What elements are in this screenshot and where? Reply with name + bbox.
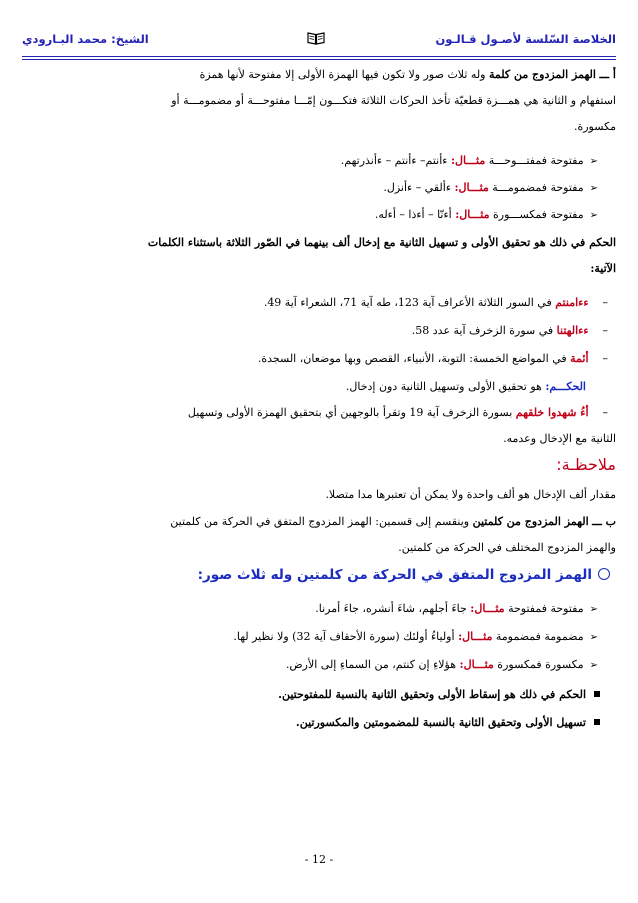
exception-item: –أئمة في المواضع الخمسة: التوبة، الأنبياء، القصص وبها موضعان، السجدة. bbox=[257, 352, 608, 365]
arrow-bullet-icon: ➢ bbox=[589, 183, 598, 194]
arrow-bullet-icon: ➢ bbox=[589, 604, 598, 615]
arrow-bullet-icon: ➢ bbox=[589, 156, 598, 167]
header-author: الشيخ: محمد البـارودي bbox=[22, 32, 149, 46]
example-item: ➢مفتوحة فمكســـورة مثـــال: أءنّا – أءذا – أءله. bbox=[374, 208, 598, 221]
example-item: ➢مضمومة فمضمومة مثـــال: أولياءُ أولئك (سورة الأحقاف آية 32) ولا نظير لها. bbox=[233, 630, 598, 643]
arrow-bullet-icon: ➢ bbox=[589, 632, 598, 643]
section-b-heading: الهمز المزدوج من كلمتين bbox=[472, 515, 589, 528]
page-number: - 12 - bbox=[304, 853, 334, 866]
note-title: ملاحظـة: bbox=[556, 455, 616, 474]
hukm-line: الحكـــم: هو تحقيق الأولى وتسهيل الثانية دون إدخال. bbox=[345, 380, 586, 393]
page-header bbox=[22, 30, 616, 52]
square-bullet-icon bbox=[594, 719, 600, 725]
section-a-line2: استفهام و الثانية هي همـــزة قطعيّة تأخذ الحركات الثلاثة فتكـــون إمّـــا مفتوحـــة أو مضمومـــة أو bbox=[171, 94, 616, 107]
exception-item: –ءءامنتم في السور الثلاثة الأعراف آية 123، طه آية 71، الشعراء آية 49. bbox=[263, 296, 608, 309]
header-divider bbox=[22, 56, 616, 57]
section-b-line2: والهمز المزدوج المختلف في الحركة من كلمتين. bbox=[398, 541, 616, 554]
section-a-heading: الهمز المزدوج من كلمة bbox=[488, 68, 596, 81]
hukm-label: الحكـــم: bbox=[545, 380, 586, 393]
example-item: ➢مفتوحة فمفتـــوحـــة مثـــال: ءأنتم– ءأنتم – ءأنذرتهم. bbox=[340, 154, 598, 167]
section-a-line1 bbox=[200, 68, 616, 82]
example-item: ➢مكسورة فمكسورة مثـــال: هؤلاءِ إن كنتم، من السماءِ إلى الأرض. bbox=[285, 658, 598, 671]
example-item: ➢مفتوحة فمضمومـــة مثـــال: ءألقي – ءأنزل. bbox=[383, 181, 598, 194]
section-a-text: وله ثلاث صور ولا تكون فيها الهمزة الأولى إلا مفتوحة لأنها همزة bbox=[199, 68, 489, 81]
section-b-line1: ب ـــ الهمز المزدوج من كلمتين وينقسم إلى قسمين: الهمز المزدوج المتفق في الحركة من كلمتين bbox=[170, 515, 616, 528]
header-divider-thin bbox=[22, 59, 616, 60]
witness-line: –أءُ شهدوا خلقهم بسورة الزخرف آية 19 وتقرأ بالوجهين أي بتحقيق الهمزة الأولى وتسهيل bbox=[187, 406, 608, 419]
circle-bullet-icon bbox=[598, 568, 610, 580]
ruling-item: الحكم في ذلك هو إسقاط الأولى وتحقيق الثانية بالنسبة للمفتوحتين. bbox=[278, 688, 600, 702]
square-bullet-icon bbox=[594, 691, 600, 697]
section-a-label: أ ـــ bbox=[599, 68, 616, 81]
section-b-label: ب ـــ bbox=[592, 515, 616, 528]
section-a-line3: مكسورة. bbox=[573, 120, 616, 133]
ruling-item: تسهيل الأولى وتحقيق الثانية بالنسبة للمضمومتين والمكسورتين. bbox=[296, 716, 600, 730]
arrow-bullet-icon: ➢ bbox=[589, 210, 598, 221]
sub-heading: الهمز المزدوج المتفق في الحركة من كلمتين وله ثلاث صور: bbox=[198, 568, 610, 583]
witness-line2: الثانية مع الإدخال وعدمه. bbox=[503, 432, 616, 445]
exception-item: –ءءالهتنا في سورة الزخرف آية عدد 58. bbox=[411, 324, 608, 337]
header-book-title: الخلاصة السّلسة لأصـول قـالـون bbox=[435, 32, 616, 46]
arrow-bullet-icon: ➢ bbox=[589, 660, 598, 671]
note-text: مقدار ألف الإدخال هو ألف واحدة ولا يمكن أن تعتبرها مدا متصلا. bbox=[325, 488, 616, 501]
example-item: ➢مفتوحة فمفتوحة مثـــال: جاءَ أجلهم، شاءَ أنشره، جاءَ أمرنا. bbox=[315, 602, 598, 615]
ruling-line1: الحكم في ذلك هو تحقيق الأولى و تسهيل الثانية مع إدخال ألف بينهما في الصّور الثلاثة باستثناء الكلمات bbox=[147, 236, 616, 249]
open-book-icon bbox=[307, 30, 325, 44]
ruling-line2: الآتية: bbox=[590, 262, 616, 275]
